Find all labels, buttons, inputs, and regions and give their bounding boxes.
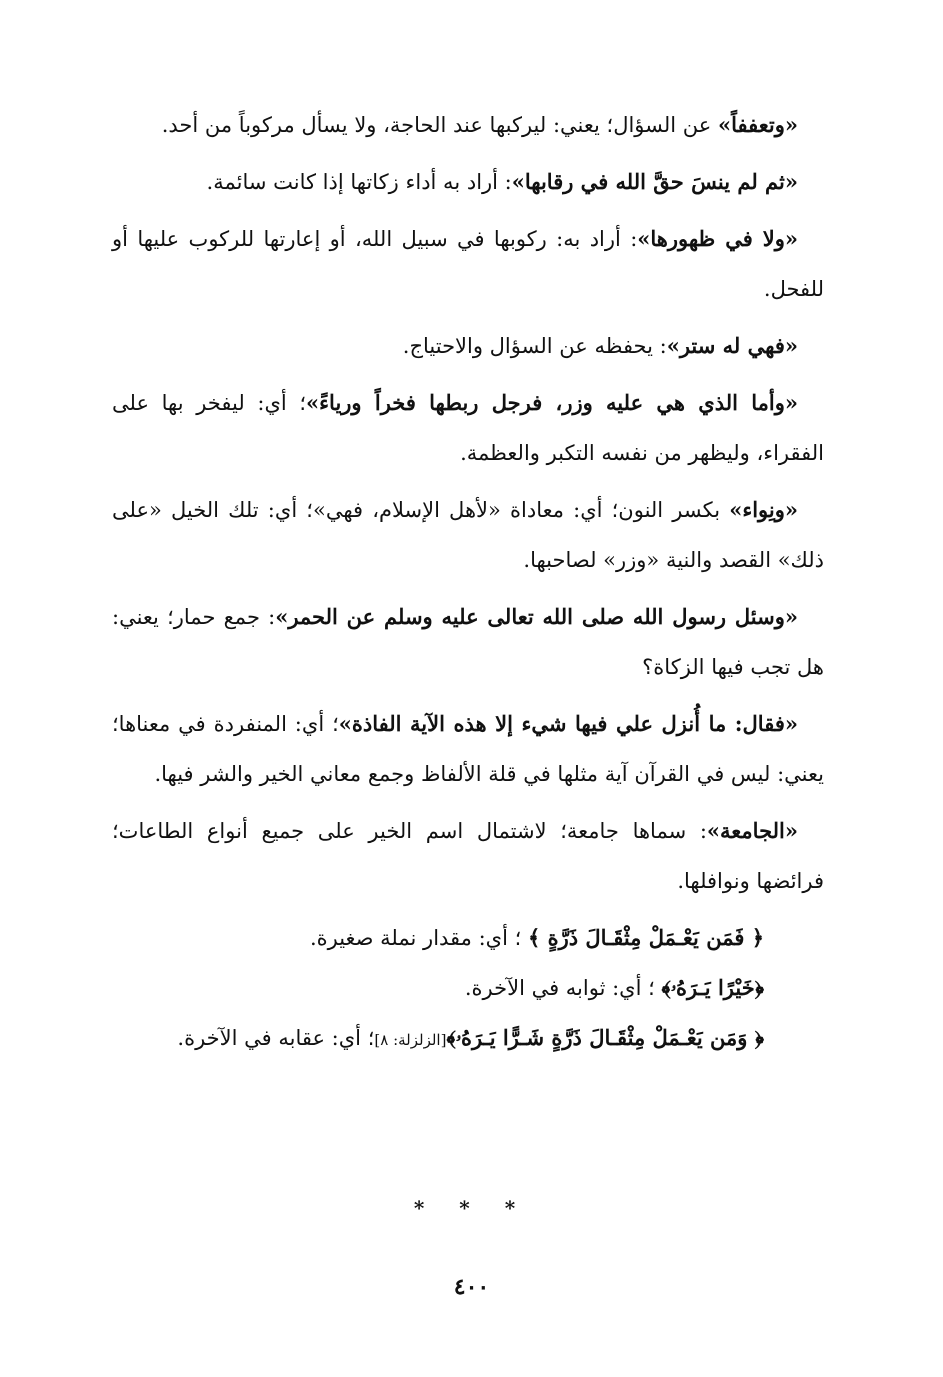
explanation: : يحفظه عن السؤال والاحتياج. (402, 334, 667, 358)
verse-line-3 (112, 1013, 824, 1065)
verse-explanation: ؛ أي: ثوابه في الآخرة. (464, 976, 655, 1000)
explanation: ؛ أي: ليفخر بها على الفقراء، وليظهر من نفسه التكبر والعظمة. (112, 391, 824, 465)
paragraph-5 (112, 378, 824, 478)
paragraph-2 (112, 157, 824, 207)
section-separator: * * * (413, 1196, 530, 1220)
page-number: ٤٠٠ (453, 1274, 490, 1300)
quoted-phrase: «وأما الذي هي عليه وزر، فرجل ربطها فخراً ورياءً» (306, 390, 798, 415)
quoted-phrase: «فهي له ستر» (666, 333, 798, 358)
paragraph-6 (112, 485, 824, 585)
paragraph-1 (112, 100, 824, 150)
explanation: : أراد به: ركوبها في سبيل الله، أو إعارتها للركوب عليها أو للفحل. (112, 227, 824, 301)
quoted-phrase: «الجامعة» (706, 818, 798, 843)
paragraph-9 (112, 806, 824, 906)
commentary-text (112, 100, 824, 1065)
quran-verse: ﴿ وَمَن يَعْـمَلْ مِثْقَـالَ ذَرَّةٍ شَـرًّا يَـرَهُۥ﴾ (446, 1025, 764, 1050)
explanation: ؛ أي: المنفردة في معناها؛ يعني: ليس في القرآن آية مثلها في قلة الألفاظ وجمع معاني الخير والشر فيها. (112, 712, 824, 786)
explanation: بكسر النون؛ أي: معاداة «لأهل الإسلام، فهي»؛ أي: تلك الخيل «على ذلك» القصد والنية «وزر» لصاحبها. (112, 498, 824, 572)
paragraph-8 (112, 699, 824, 799)
explanation: : سماها جامعة؛ لاشتمال اسم الخير على جميع أنواع الطاعات؛ فرائضها ونوافلها. (112, 819, 824, 893)
paragraph-3 (112, 214, 824, 314)
quran-verse: ﴿خَيْرًا يَـرَهُۥ﴾ (661, 975, 764, 1000)
verse-reference: [الزلزلة: ٨] (374, 1031, 447, 1049)
paragraph-4 (112, 321, 824, 371)
verse-line-1 (112, 913, 824, 963)
quoted-phrase: «وتعففاً» (717, 112, 798, 137)
quoted-phrase: «ونِواء» (729, 497, 798, 522)
quoted-phrase: «فقال: ما أُنزل علي فيها شيء إلا هذه الآية الفاذة» (338, 711, 798, 736)
explanation: : جمع حمار؛ يعني: هل تجب فيها الزكاة؟ (112, 605, 824, 679)
quoted-phrase: «ولا في ظهورها» (637, 226, 799, 251)
quran-verse: ﴿ فَمَن يَعْـمَلْ مِثْقَـالَ ذَرَّةٍ ﴾ (527, 925, 764, 950)
explanation: عن السؤال؛ يعني: ليركبها عند الحاجة، ولا يسأل مركوباً من أحد. (161, 113, 718, 137)
quoted-phrase: «ثم لم ينسَ حقَّ الله في رقابها» (511, 169, 798, 194)
verse-explanation: ؛ أي: عقابه في الآخرة. (177, 1026, 375, 1050)
paragraph-7 (112, 592, 824, 692)
quoted-phrase: «وسئل رسول الله صلى الله تعالى عليه وسلم عن الحمر» (275, 604, 798, 629)
verse-explanation: ؛ أي: مقدار نملة صغيرة. (309, 926, 522, 950)
verse-line-2 (112, 963, 824, 1013)
explanation: : أراد به أداء زكاتها إذا كانت سائمة. (206, 170, 512, 194)
